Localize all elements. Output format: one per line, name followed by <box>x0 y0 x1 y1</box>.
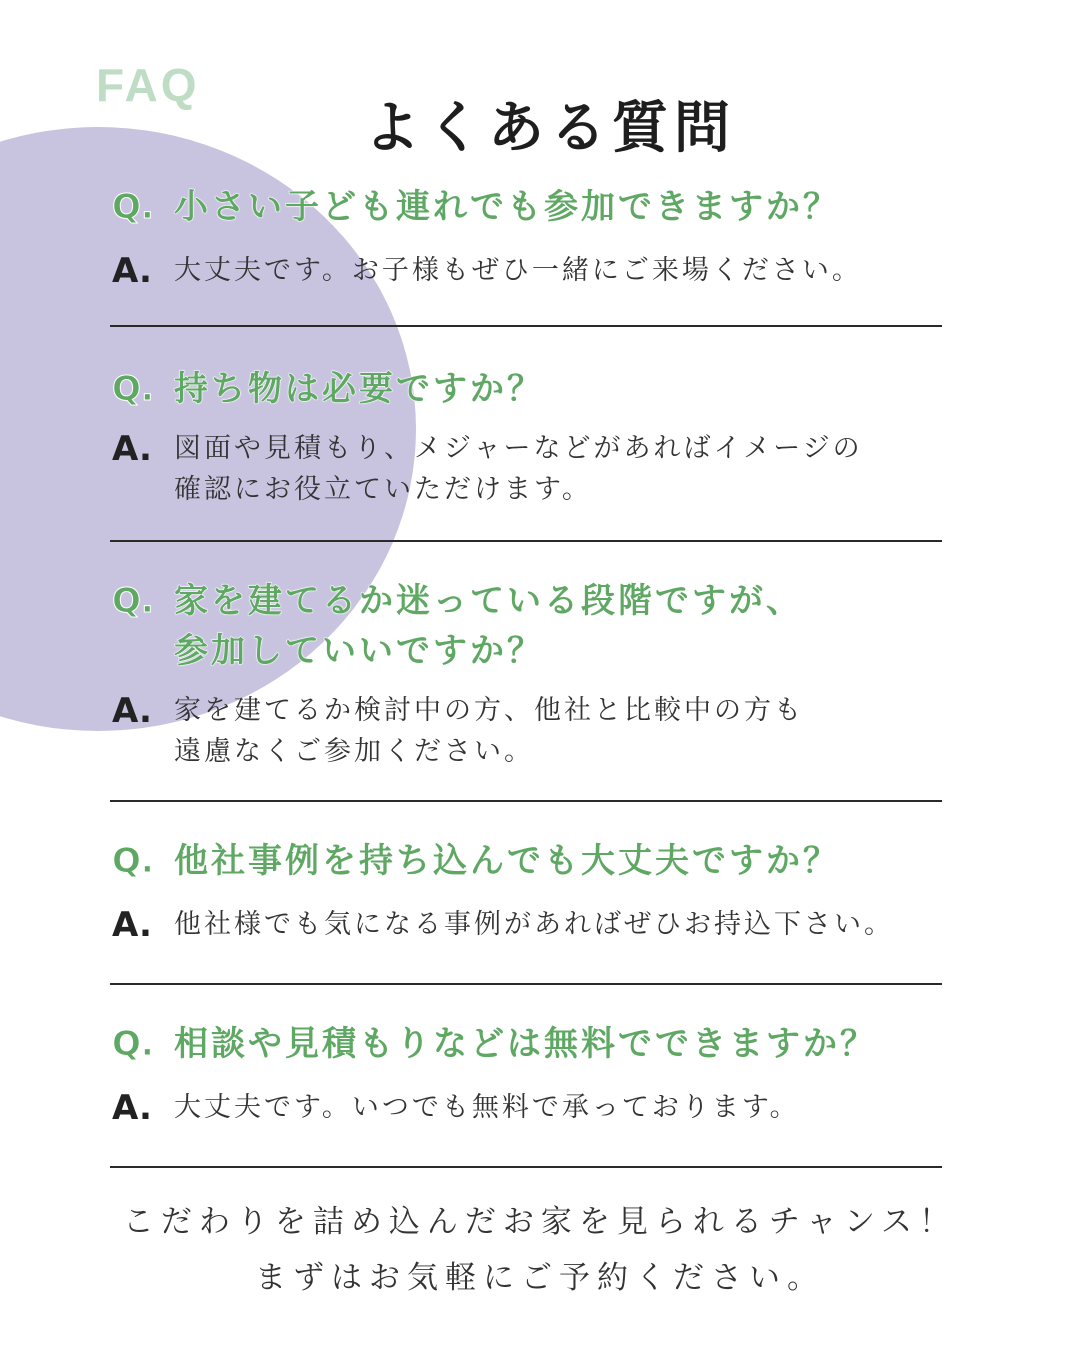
question-mark: Q. <box>112 187 154 227</box>
answer-mark: A. <box>112 429 152 469</box>
answer-row <box>112 1087 942 1129</box>
faq-item-4 <box>112 836 942 946</box>
question-mark: Q. <box>112 581 154 621</box>
question-row <box>112 364 942 414</box>
question-row <box>112 836 942 886</box>
faq-item-1 <box>112 182 942 292</box>
divider <box>110 325 942 327</box>
question-mark: Q. <box>112 1024 154 1064</box>
divider <box>110 1166 942 1168</box>
faq-label: FAQ <box>96 59 200 111</box>
faq-item-5 <box>112 1019 942 1129</box>
answer-row <box>112 250 942 292</box>
answer-text: 家を建てるか検討中の方、他社と比較中の方も 遠慮なくご参加ください。 <box>174 695 804 767</box>
question-text: 小さい子ども連れでも参加できますか？ <box>174 187 840 227</box>
answer-mark: A. <box>112 251 152 291</box>
question-row <box>112 1019 942 1069</box>
answer-row <box>112 690 942 772</box>
divider <box>110 983 942 985</box>
faq-item-2 <box>112 364 942 510</box>
divider <box>110 800 942 802</box>
question-mark: Q. <box>112 369 154 409</box>
answer-row <box>112 428 942 510</box>
answer-text: 図面や見積もり、メジャーなどがあればイメージの 確認にお役立ていただけます。 <box>174 433 863 505</box>
answer-mark: A. <box>112 1088 152 1128</box>
question-text: 家を建てるか迷っている段階ですが、 参加していいですか？ <box>174 581 803 671</box>
answer-row <box>112 904 942 946</box>
answer-text: 大丈夫です。いつでも無料で承っております。 <box>174 1092 800 1123</box>
answer-text: 他社様でも気になる事例があればぜひお持込下さい。 <box>174 909 894 940</box>
question-row <box>112 576 942 676</box>
question-row <box>112 182 942 232</box>
answer-mark: A. <box>112 905 152 945</box>
answer-mark: A. <box>112 691 152 731</box>
question-text: 他社事例を持ち込んでも大丈夫ですか？ <box>174 841 840 881</box>
answer-text: 大丈夫です。お子様もぜひ一緒にご来場ください。 <box>174 255 862 286</box>
closing-message: こだわりを詰め込んだお家を見られるチャンス！ まずはお気軽にご予約ください。 <box>122 1204 958 1296</box>
divider <box>110 540 942 542</box>
page-title: よくある質問 <box>364 96 736 161</box>
question-mark: Q. <box>112 841 154 881</box>
question-text: 相談や見積もりなどは無料でできますか？ <box>174 1024 877 1064</box>
question-text: 持ち物は必要ですか？ <box>174 369 544 409</box>
faq-item-3 <box>112 576 942 772</box>
